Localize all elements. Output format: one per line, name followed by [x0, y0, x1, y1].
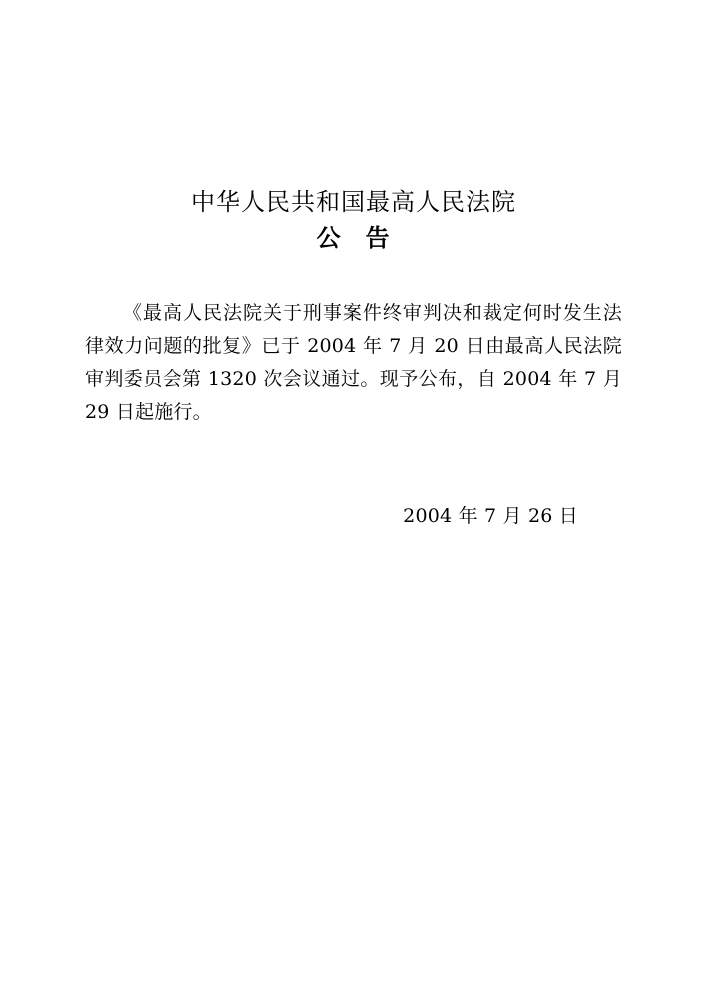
announcement-paragraph: 《最高人民法院关于刑事案件终审判决和裁定何时发生法律效力问题的批复》已于 2004 年 7 月 20 日由最高人民法院审判委员会第 1320 次会议通过。现予公布，自 2004 年 7 月 29 日起施行。 — [85, 302, 622, 423]
title-type-char-1: 公 — [316, 223, 342, 252]
document-title-organization: 中华人民共和国最高人民法院 — [191, 188, 516, 216]
document-content — [85, 185, 622, 531]
document-title-type — [85, 219, 622, 257]
title-type-char-2: 告 — [365, 223, 391, 252]
issue-date: 2004 年 7 月 26 日 — [403, 505, 578, 527]
